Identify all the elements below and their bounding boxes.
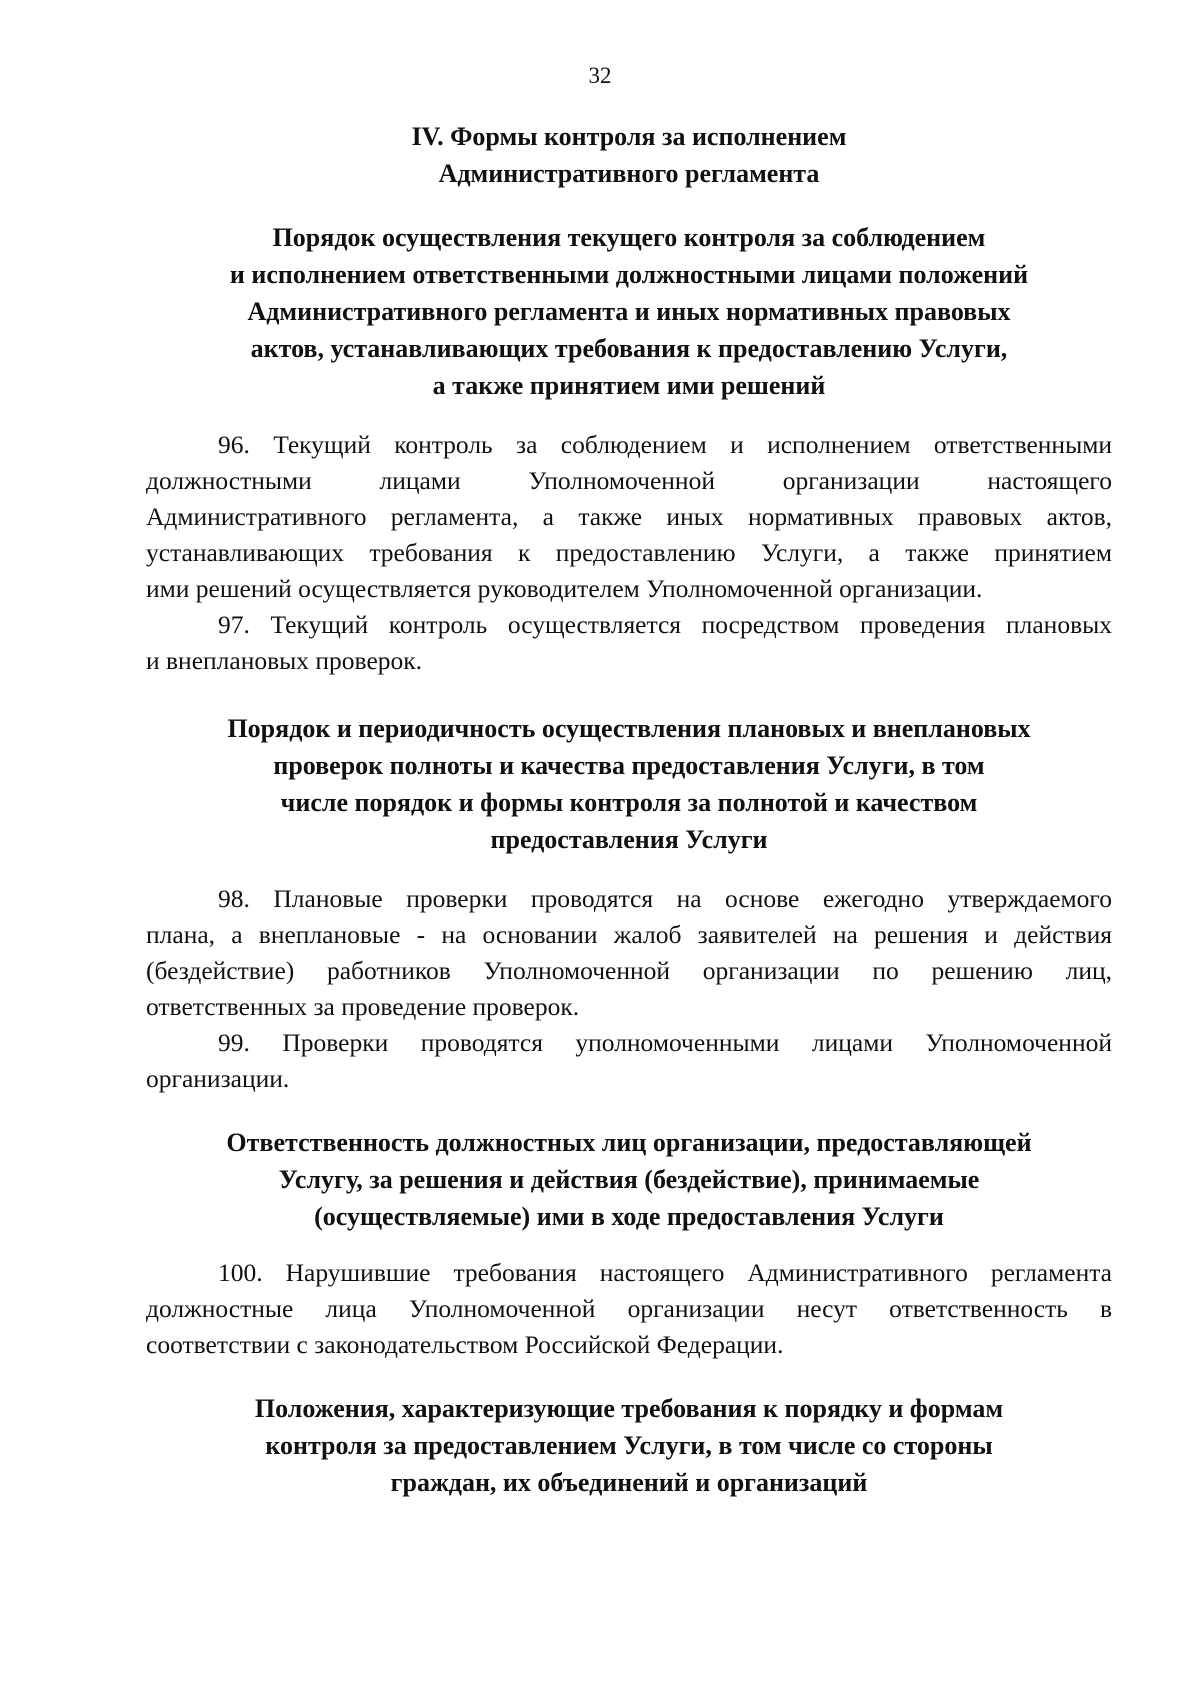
paragraph-line: 100. Нарушившие требования настоящего Административного регламента bbox=[218, 1258, 1112, 1287]
page-content bbox=[146, 118, 1112, 1501]
heading-line: Порядок осуществления текущего контроля за соблюдением bbox=[272, 223, 986, 252]
heading-line: Порядок и периодичность осуществления плановых и внеплановых bbox=[227, 714, 1031, 743]
paragraph-line: организации. bbox=[146, 1064, 290, 1093]
paragraph-98 bbox=[146, 881, 1112, 1025]
heading-line: и исполнением ответственными должностными лицами положений bbox=[229, 260, 1029, 289]
paragraph-97 bbox=[146, 607, 1112, 679]
paragraph-line: 96. Текущий контроль за соблюдением и исполнением ответственными bbox=[218, 430, 1112, 459]
heading-line: граждан, их объединений и организаций bbox=[390, 1468, 868, 1497]
paragraph-100 bbox=[146, 1255, 1112, 1363]
paragraph-line: плана, а внеплановые - на основании жалоб заявителей на решения и действия bbox=[146, 920, 1112, 949]
heading-line: IV. Формы контроля за исполнением bbox=[411, 122, 847, 151]
heading-line: числе порядок и формы контроля за полнотой и качеством bbox=[280, 788, 978, 817]
heading-line: Услугу, за решения и действия (бездействие), принимаемые bbox=[278, 1165, 980, 1194]
subsection-heading bbox=[146, 1124, 1112, 1235]
subsection-heading bbox=[146, 219, 1112, 404]
paragraph-line: должностные лица Уполномоченной организации несут ответственность в bbox=[146, 1294, 1112, 1323]
heading-line: актов, устанавливающих требования к предоставлению Услуги, bbox=[250, 334, 1008, 363]
paragraph-line: Административного регламента, а также иных нормативных правовых актов, bbox=[146, 502, 1112, 531]
paragraph-line: соответствии с законодательством Российской Федерации. bbox=[146, 1330, 784, 1359]
paragraph-96 bbox=[146, 427, 1112, 607]
paragraph-line: устанавливающих требования к предоставлению Услуги, а также принятием bbox=[146, 538, 1112, 567]
paragraph-line: ответственных за проведение проверок. bbox=[146, 992, 580, 1021]
heading-line: Административного регламента bbox=[438, 159, 820, 188]
section-heading bbox=[146, 118, 1112, 192]
paragraph-99 bbox=[146, 1025, 1112, 1097]
page-number: 32 bbox=[588, 63, 612, 88]
heading-line: контроля за предоставлением Услуги, в том числе со стороны bbox=[265, 1431, 993, 1460]
heading-line: Положения, характеризующие требования к порядку и формам bbox=[254, 1394, 1004, 1423]
heading-line: а также принятием ими решений bbox=[432, 371, 826, 400]
subsection-heading bbox=[146, 710, 1112, 858]
paragraph-line: 99. Проверки проводятся уполномоченными лицами Уполномоченной bbox=[218, 1028, 1112, 1057]
paragraph-line: и внеплановых проверок. bbox=[146, 646, 423, 675]
paragraph-line: (бездействие) работников Уполномоченной организации по решению лиц, bbox=[146, 956, 1112, 985]
paragraph-line: 97. Текущий контроль осуществляется посредством проведения плановых bbox=[218, 610, 1112, 639]
heading-line: предоставления Услуги bbox=[490, 825, 768, 854]
heading-line: (осуществляемые) ими в ходе предоставления Услуги bbox=[314, 1202, 944, 1231]
heading-line: проверок полноты и качества предоставления Услуги, в том bbox=[273, 751, 985, 780]
heading-line: Ответственность должностных лиц организации, предоставляющей bbox=[226, 1128, 1032, 1157]
paragraph-line: должностными лицами Уполномоченной организации настоящего bbox=[146, 466, 1112, 495]
heading-line: Административного регламента и иных нормативных правовых bbox=[247, 297, 1011, 326]
paragraph-line: 98. Плановые проверки проводятся на основе ежегодно утверждаемого bbox=[218, 884, 1112, 913]
subsection-heading bbox=[146, 1390, 1112, 1501]
paragraph-line: ими решений осуществляется руководителем Уполномоченной организации. bbox=[146, 574, 983, 603]
